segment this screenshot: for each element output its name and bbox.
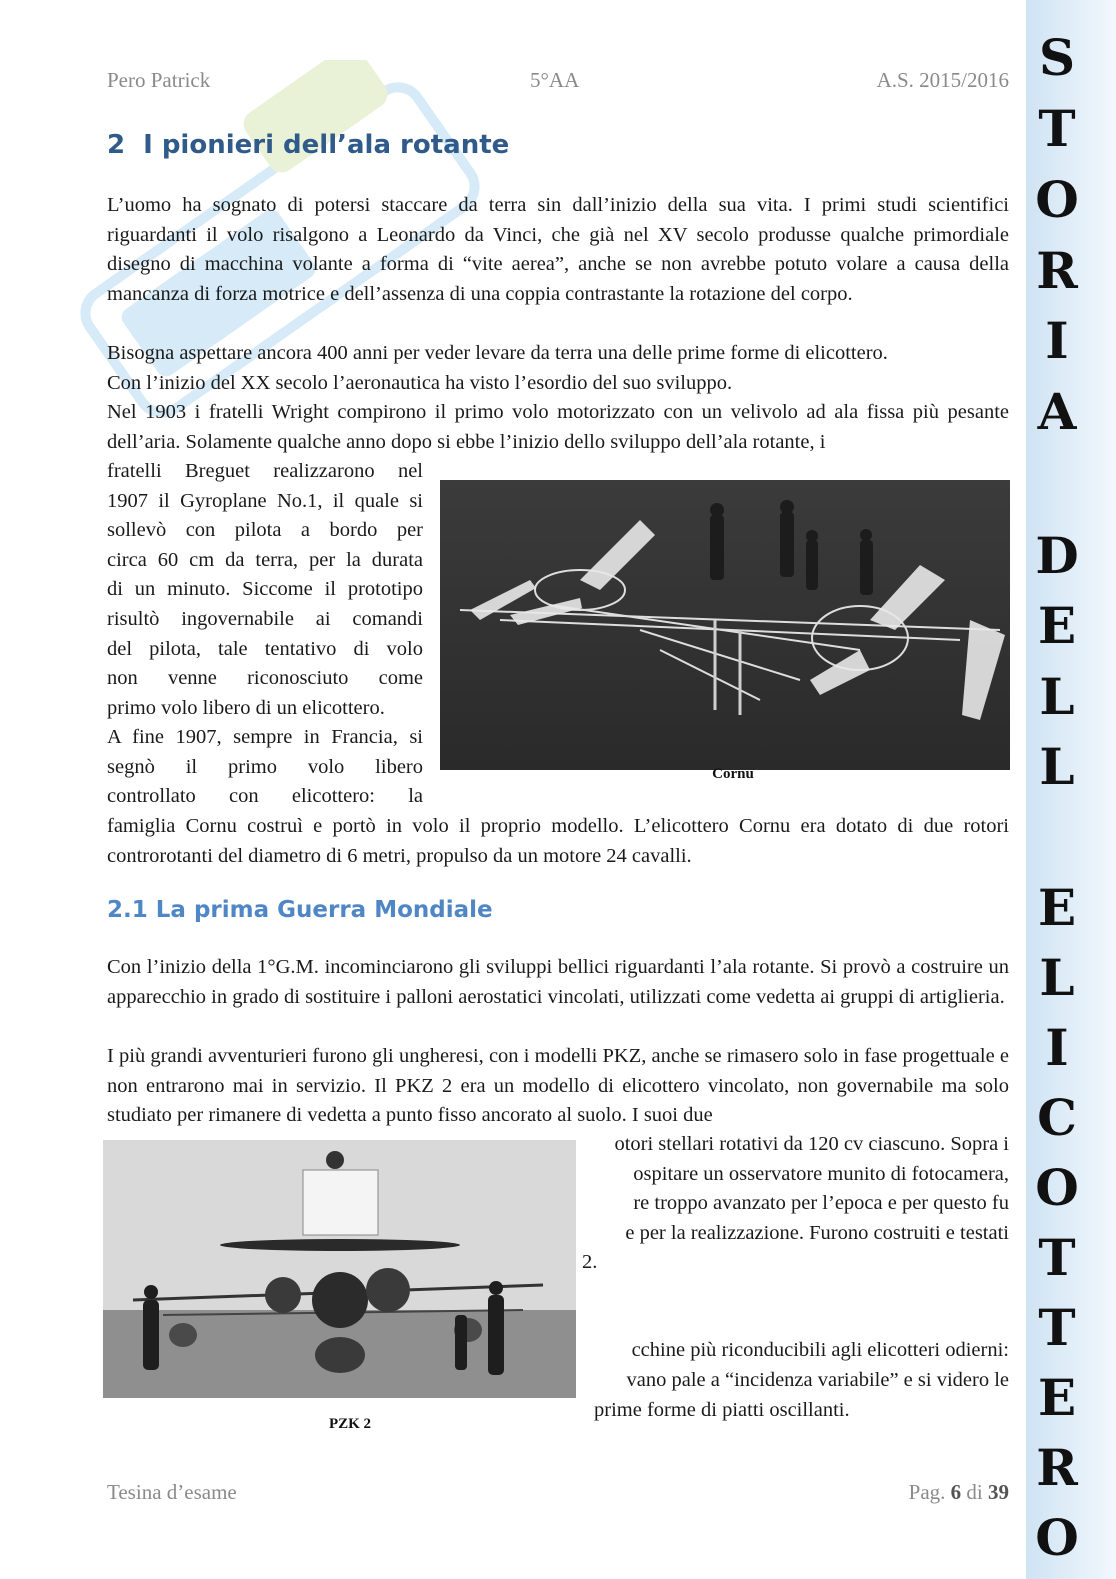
- subsection-title: La prima Guerra Mondiale: [155, 897, 493, 923]
- side-letter: I: [1045, 1018, 1069, 1077]
- section-heading: [107, 130, 509, 160]
- wrap-line: primo volo libero di un elicottero.: [107, 697, 385, 719]
- footer-label: Tesina d’esame: [107, 1480, 237, 1504]
- side-letter: L: [1039, 667, 1075, 726]
- partial-line: cchine più riconducibili agli elicotteri odierni:: [631, 1339, 1009, 1361]
- partial-line: e per la realizzazione. Furono costruiti e testati: [625, 1222, 1009, 1244]
- ww1-paragraph-2: I più grandi avventurieri furono gli ungheresi, con i modelli PKZ, anche se rimasero solo in fase progettuale e non entrarono mai in servizio. Il PKZ 2 era un modello di elicottero vincolato, non governabile ma solo studiato per rimanere di vedetta a punto fisso ancorato al suolo. I suoi due: [107, 1045, 1009, 1127]
- page-header: [107, 68, 1009, 94]
- wrap-line: risultò ingovernabile ai comandi: [107, 608, 423, 630]
- page-word: Pag.: [908, 1480, 946, 1504]
- side-letter: R: [1036, 1438, 1078, 1497]
- partial-line: 2.: [582, 1251, 598, 1273]
- intro-paragraph-2: Bisogna aspettare ancora 400 anni per veder levare da terra una delle prime forme di elicottero.: [107, 342, 888, 364]
- side-letter: O: [1035, 1158, 1079, 1217]
- header-author: Pero Patrick: [107, 68, 211, 92]
- header-class: 5°AA: [530, 68, 580, 92]
- page-of: di: [966, 1480, 983, 1504]
- partial-line: vano pale a “incidenza variabile” e si videro le: [626, 1369, 1009, 1391]
- side-letter: C: [1037, 1088, 1077, 1147]
- side-letter: T: [1038, 1298, 1076, 1357]
- side-letter: O: [1035, 170, 1079, 229]
- subsection-number: 2.1: [107, 897, 148, 923]
- cornu-paragraph: famiglia Cornu costruì e portò in volo il proprio modello. L’elicottero Cornu era dotato di due rotori controrotanti del diametro di 6 metri, propulso da un motore 24 cavalli.: [107, 815, 1009, 867]
- wrap-line: fratelli Breguet realizzarono nel: [107, 460, 423, 482]
- partial-line: otori stellari rotativi da 120 cv ciascuno. Sopra i: [614, 1133, 1009, 1155]
- pzk-photo: [103, 1140, 576, 1398]
- wrap-line: circa 60 cm da terra, per la durata: [107, 549, 423, 571]
- partial-line: prime forme di piatti oscillanti.: [594, 1399, 850, 1421]
- cornu-photo: [440, 480, 1010, 770]
- side-letter: T: [1038, 99, 1076, 158]
- side-letter: O: [1035, 1508, 1079, 1567]
- side-letter: T: [1038, 1228, 1076, 1287]
- wrap-line: di un minuto. Siccome il prototipo: [107, 578, 423, 600]
- side-letter: L: [1039, 737, 1075, 796]
- partial-line: ospitare un osservatore munito di fotocamera,: [633, 1163, 1009, 1185]
- side-title: [1026, 0, 1116, 1579]
- side-letter: E: [1037, 1368, 1077, 1427]
- page-number: [909, 1480, 1009, 1505]
- page-total: 39: [988, 1480, 1009, 1504]
- partial-line: re troppo avanzato per l’epoca e per questo fu: [633, 1192, 1009, 1214]
- wrap-line: controllato con elicottero: la: [107, 785, 423, 807]
- wrap-line: non venne riconosciuto come: [107, 667, 423, 689]
- side-letter: L: [1039, 948, 1075, 1007]
- wrap-line: segnò il primo volo libero: [107, 756, 423, 778]
- side-letter: S: [1038, 28, 1076, 87]
- side-letter: E: [1037, 596, 1077, 655]
- wrap-line: 1907 il Gyroplane No.1, il quale si: [107, 490, 423, 512]
- side-title-band: [1026, 0, 1116, 1579]
- side-letter: E: [1037, 878, 1077, 937]
- ww1-paragraph-1: Con l’inizio della 1°G.M. incominciarono gli sviluppi bellici riguardanti l’ala rotante. Si provò a costruire un apparecchio in grado di sostituire i palloni aerostatici vincolati, utilizzati come vedetta ai gruppi di artiglieria.: [107, 956, 1009, 1008]
- wrap-line: A fine 1907, sempre in Francia, si: [107, 726, 423, 748]
- page-current: 6: [950, 1480, 962, 1504]
- pzk-caption: PZK 2: [328, 1416, 372, 1432]
- section-number: 2: [107, 130, 126, 160]
- intro-paragraph-1: L’uomo ha sognato di potersi staccare da terra sin dall’inizio della sua vita. I primi studi scientifici riguardanti il volo risalgono a Leonardo da Vinci, che già nel XV secolo produsse qualche primordiale disegno di macchina volante a forma di “vite aerea”, anche se non avrebbe potuto volare a causa della mancanza di forza motrice e dell’assenza di una coppia contrastante la rotazione del corpo.: [107, 194, 1009, 305]
- subsection-heading: [107, 897, 493, 923]
- side-letter: A: [1037, 382, 1077, 441]
- side-letter: R: [1036, 241, 1078, 300]
- side-letter: I: [1045, 311, 1069, 370]
- intro-paragraph-3: Con l’inizio del XX secolo l’aeronautica ha visto l’esordio del suo sviluppo.: [107, 372, 733, 394]
- section-title: I pionieri dell’ala rotante: [143, 130, 510, 160]
- cornu-caption: Cornu: [712, 766, 754, 782]
- wrap-line: del pilota, tale tentativo di volo: [107, 638, 423, 660]
- wrap-line: sollevò con pilota a bordo per: [107, 519, 423, 541]
- side-letter: D: [1035, 526, 1079, 585]
- intro-paragraph-4: Nel 1903 i fratelli Wright compirono il primo volo motorizzato con un velivolo ad ala fissa più pesante dell’aria. Solamente qualche anno dopo si ebbe l’inizio dello sviluppo dell’ala rotante, i: [107, 401, 1009, 453]
- page-footer: [107, 1480, 1009, 1506]
- header-school-year: A.S. 2015/2016: [876, 68, 1009, 92]
